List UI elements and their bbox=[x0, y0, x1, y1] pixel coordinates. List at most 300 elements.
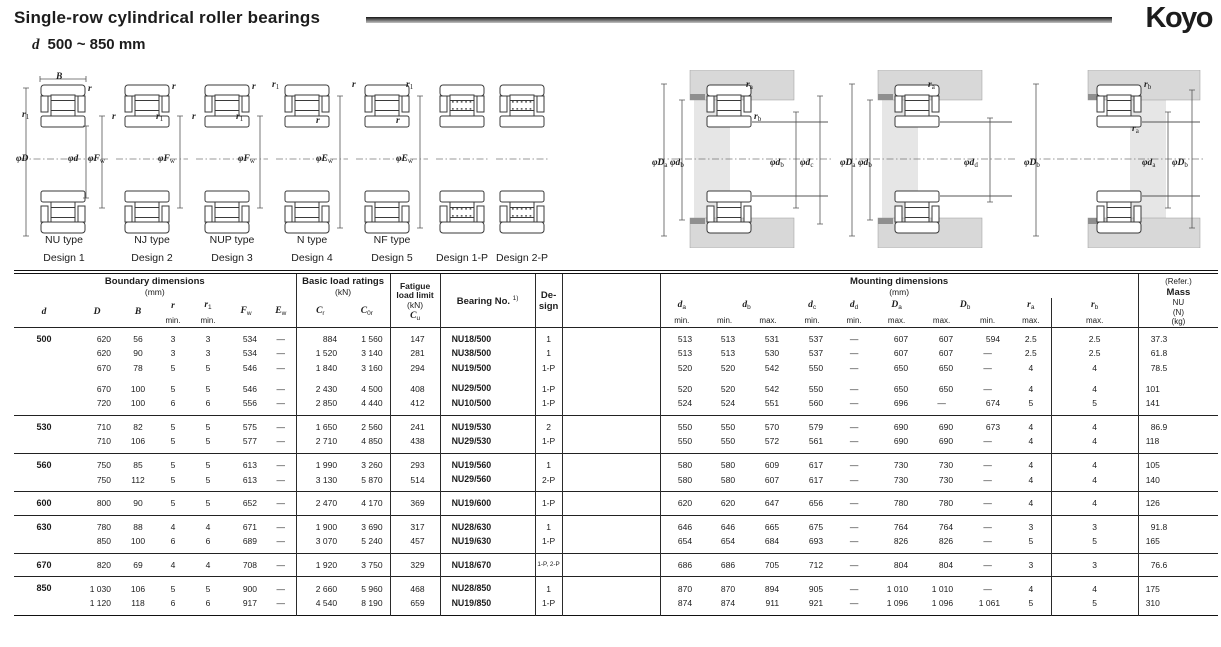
col-D: D bbox=[93, 306, 101, 317]
col-Ew: $E_w$ bbox=[275, 306, 287, 318]
cell: — bbox=[983, 363, 992, 373]
cell: — bbox=[849, 536, 859, 547]
cell: 6 bbox=[170, 536, 176, 547]
cell: 870 bbox=[703, 577, 746, 596]
cell: 894 bbox=[746, 577, 790, 596]
cell: 1 990 bbox=[296, 453, 344, 472]
cell: 3 070 bbox=[296, 534, 344, 553]
cell: 6 bbox=[205, 398, 211, 409]
cell: 5 bbox=[205, 363, 211, 373]
cell: 4 bbox=[1051, 434, 1138, 453]
cell: — bbox=[276, 398, 286, 409]
cell: 4 bbox=[1028, 474, 1034, 485]
cell: 620 bbox=[74, 327, 120, 346]
cell: 8 190 bbox=[361, 598, 383, 609]
cell: 650 bbox=[938, 383, 954, 394]
cell: 112 bbox=[131, 474, 145, 485]
cell: 537 bbox=[808, 348, 824, 359]
cell: 689 bbox=[242, 536, 257, 547]
cell: 4 bbox=[1011, 577, 1051, 596]
cell: 2 430 bbox=[296, 382, 344, 397]
cell: — bbox=[849, 474, 859, 485]
dimension-label: B bbox=[56, 72, 63, 82]
mounting-diagrams bbox=[654, 68, 1208, 268]
cell: — bbox=[834, 453, 874, 472]
bore-symbol: d bbox=[32, 37, 40, 53]
cell: 1 120 bbox=[89, 598, 111, 609]
cell-design: 1 bbox=[535, 515, 562, 534]
cell: 710 bbox=[74, 415, 120, 434]
cell: — bbox=[834, 327, 874, 346]
cell: 4 bbox=[156, 553, 190, 577]
cell: 140 bbox=[1138, 473, 1218, 492]
cell: 281 bbox=[390, 346, 440, 361]
table-row bbox=[14, 534, 1218, 553]
cell: 4 bbox=[1011, 415, 1051, 434]
cell-bearing-no: NU19/560 bbox=[440, 453, 535, 472]
dimension-label: $r_a$ bbox=[746, 80, 753, 91]
cell: 78.5 bbox=[1138, 361, 1218, 376]
cell: — bbox=[266, 415, 296, 434]
cell: 3 160 bbox=[361, 363, 383, 373]
cell: — bbox=[849, 598, 859, 609]
cell: 5 bbox=[156, 415, 190, 434]
cell-bore-d bbox=[14, 346, 74, 361]
bearing-cross-section-nu-type bbox=[18, 68, 110, 268]
cell: 826 bbox=[938, 536, 954, 547]
dimension-label: $\varphi D_b$ bbox=[1172, 158, 1188, 169]
cell: 1 900 bbox=[296, 515, 344, 534]
cell: 580 bbox=[660, 453, 703, 472]
cell: 6 bbox=[170, 598, 176, 609]
cell bbox=[562, 396, 660, 415]
cell: 4 bbox=[1028, 436, 1034, 447]
cell: 550 bbox=[808, 363, 824, 373]
col-B: B bbox=[134, 306, 142, 317]
cell-bearing-no: NU29/530 bbox=[440, 434, 535, 453]
type-label: NJ type bbox=[134, 234, 170, 246]
dimension-label: $\varphi d_a$ bbox=[1142, 158, 1156, 169]
table-row bbox=[14, 415, 1218, 434]
cell-design: 1-P bbox=[535, 361, 562, 376]
cell: 708 bbox=[226, 553, 266, 577]
cell: 513 bbox=[660, 346, 703, 361]
cell: — bbox=[964, 577, 1011, 596]
cell: 780 bbox=[874, 492, 919, 516]
bearing-cross-section-nj-type bbox=[114, 68, 190, 268]
cell: — bbox=[849, 398, 859, 409]
cell: 705 bbox=[746, 553, 790, 577]
cell: 820 bbox=[74, 553, 120, 577]
cell: 3 bbox=[205, 348, 211, 359]
cell: 560 bbox=[808, 398, 824, 409]
table-row bbox=[14, 492, 1218, 516]
cell: 118 bbox=[131, 598, 145, 609]
cell: 3 bbox=[1051, 515, 1138, 534]
mounting-diagram-1 bbox=[654, 68, 836, 268]
dimension-label: $r_a$ bbox=[1132, 124, 1139, 135]
cell: 617 bbox=[808, 474, 824, 485]
cell: 3 690 bbox=[344, 515, 390, 534]
cell: 561 bbox=[808, 436, 824, 447]
cell: 520 bbox=[660, 361, 703, 376]
cell: 6 bbox=[205, 536, 211, 547]
cell: 5 bbox=[1028, 598, 1034, 609]
cell: 5 960 bbox=[344, 577, 390, 596]
dimension-label: $\varphi E_w$ bbox=[396, 154, 413, 165]
cell: 101 bbox=[1138, 382, 1218, 397]
cell: 911 bbox=[765, 598, 780, 609]
cell: 804 bbox=[874, 553, 919, 577]
cell: 550 bbox=[720, 436, 736, 447]
cell: 580 bbox=[720, 474, 736, 485]
cell: 5 bbox=[1028, 398, 1034, 409]
cell: 659 bbox=[390, 596, 440, 615]
cell bbox=[562, 361, 660, 376]
cell-design: 1-P bbox=[535, 396, 562, 415]
cell-design: 1-P bbox=[535, 434, 562, 453]
cell: 542 bbox=[764, 363, 780, 373]
cell: 534 bbox=[226, 327, 266, 346]
cell: — bbox=[937, 398, 946, 409]
cell: 1 520 bbox=[296, 346, 344, 361]
cell: 613 bbox=[226, 453, 266, 472]
cell: 3 bbox=[1011, 553, 1051, 577]
col-rb: $r_b$ bbox=[1051, 298, 1138, 315]
koyo-logo: Koyo bbox=[1145, 2, 1212, 34]
cell: 2 710 bbox=[296, 434, 344, 453]
cell bbox=[562, 434, 660, 453]
cell: 126 bbox=[1138, 492, 1218, 516]
bearing-cross-section-design-2-p bbox=[494, 68, 550, 268]
col-r: r bbox=[171, 300, 175, 311]
cell bbox=[562, 492, 660, 516]
cell: — bbox=[266, 492, 296, 516]
cell: 580 bbox=[660, 473, 703, 492]
cell: 90 bbox=[133, 348, 143, 359]
cell: — bbox=[849, 363, 859, 373]
cell: 2 850 bbox=[296, 396, 344, 415]
table-row bbox=[14, 382, 1218, 397]
table-row bbox=[14, 346, 1218, 361]
cell: — bbox=[834, 577, 874, 596]
dimension-label: $r_1$ bbox=[272, 80, 280, 91]
cell-bore-d bbox=[14, 473, 74, 492]
cell: 5 bbox=[190, 577, 226, 596]
header-fatigue-load-limit: Fatigue load limit (kN) $C_u$ bbox=[390, 274, 440, 327]
cell: 514 bbox=[390, 473, 440, 492]
cell: 690 bbox=[874, 415, 919, 434]
cell: — bbox=[964, 453, 1011, 472]
cell: 3 750 bbox=[344, 553, 390, 577]
table-row bbox=[14, 453, 1218, 472]
cell: 684 bbox=[764, 536, 780, 547]
cell-bearing-no: NU18/670 bbox=[440, 553, 535, 577]
cell-bearing-no: NU28/850 bbox=[440, 577, 535, 596]
cell-design: 2 bbox=[535, 415, 562, 434]
cell: 780 bbox=[919, 492, 964, 516]
cell: 690 bbox=[938, 436, 954, 447]
dimension-label: $r_b$ bbox=[754, 112, 762, 123]
cell-bearing-no: NU19/500 bbox=[440, 361, 535, 376]
cell: 4 bbox=[1028, 363, 1034, 373]
dimension-label: $\varphi d_b$ bbox=[858, 158, 872, 169]
col-r1: $r_1$ bbox=[204, 300, 212, 312]
cell: 1 560 bbox=[344, 327, 390, 346]
cell: — bbox=[276, 363, 286, 373]
cell: 69 bbox=[120, 553, 156, 577]
cell: 4 850 bbox=[361, 436, 383, 447]
cell: 550 bbox=[660, 434, 703, 453]
cell-bearing-no: NU19/530 bbox=[440, 415, 535, 434]
cell-bore-d: 500 bbox=[14, 327, 74, 346]
cell: 2.5 bbox=[1024, 348, 1037, 359]
cell: 546 bbox=[242, 363, 257, 373]
cell: — bbox=[276, 436, 286, 447]
cell: 369 bbox=[390, 492, 440, 516]
cell: 4 bbox=[1051, 415, 1138, 434]
cell: 607 bbox=[919, 327, 964, 346]
cell: 37.3 bbox=[1138, 327, 1218, 346]
cell: 921 bbox=[808, 598, 824, 609]
header-design: De- sign bbox=[535, 274, 562, 327]
cell: 1 061 bbox=[978, 598, 1001, 609]
design-label: Design 2 bbox=[131, 252, 173, 264]
cell: 665 bbox=[746, 515, 790, 534]
design-label: Design 4 bbox=[291, 252, 333, 264]
bore-range-subtitle bbox=[32, 36, 146, 54]
dimension-label: $\varphi F_w$ bbox=[238, 154, 255, 165]
cell-design: 1-P, 2-P bbox=[535, 553, 562, 577]
cell: 5 240 bbox=[361, 536, 383, 547]
mounting-diagram-3 bbox=[1026, 68, 1208, 268]
cell: 4 bbox=[1011, 453, 1051, 472]
type-label: NUP type bbox=[209, 234, 255, 246]
dimension-label: r bbox=[316, 116, 320, 126]
cell: 147 bbox=[390, 327, 440, 346]
cell: — bbox=[849, 348, 859, 359]
table-row bbox=[14, 577, 1218, 596]
cell: 2.5 bbox=[1051, 346, 1138, 361]
cell: 780 bbox=[74, 515, 120, 534]
cell: 90 bbox=[120, 492, 156, 516]
cell: 438 bbox=[390, 434, 440, 453]
cell: 654 bbox=[720, 536, 736, 547]
cell: 524 bbox=[720, 398, 736, 409]
cell: 5 bbox=[205, 474, 211, 485]
cell: — bbox=[964, 553, 1011, 577]
cell: 4 540 bbox=[296, 596, 344, 615]
cell: 5 bbox=[170, 474, 176, 485]
cell: 408 bbox=[390, 382, 440, 397]
cell-bore-d bbox=[14, 534, 74, 553]
cell: 2.5 bbox=[1011, 327, 1051, 346]
cell: 106 bbox=[130, 436, 146, 447]
cell: 2 470 bbox=[296, 492, 344, 516]
cell: — bbox=[834, 553, 874, 577]
cell: 570 bbox=[746, 415, 790, 434]
bearing-type-diagrams bbox=[18, 68, 550, 268]
cell: 2.5 bbox=[1051, 327, 1138, 346]
cell: 2 660 bbox=[296, 577, 344, 596]
cell: 241 bbox=[390, 415, 440, 434]
cell: 720 bbox=[96, 398, 111, 409]
cell: 3 260 bbox=[344, 453, 390, 472]
cell-bore-d: 560 bbox=[14, 453, 74, 472]
table-row bbox=[14, 396, 1218, 415]
cell: 468 bbox=[390, 577, 440, 596]
cell: 690 bbox=[919, 415, 964, 434]
dimension-label: $r_1$ bbox=[406, 80, 414, 91]
dimension-label: $\varphi D_a$ bbox=[652, 158, 668, 169]
cell: 5 bbox=[190, 453, 226, 472]
cell: 6 bbox=[170, 398, 176, 409]
cell: 696 bbox=[893, 398, 909, 409]
cell-design: 1 bbox=[535, 327, 562, 346]
cell: 105 bbox=[1138, 453, 1218, 472]
dimension-label: $\varphi d_b$ bbox=[770, 158, 784, 169]
page-header bbox=[14, 2, 1212, 34]
cell: — bbox=[834, 515, 874, 534]
cell bbox=[562, 577, 660, 596]
cell-design: 1 bbox=[535, 577, 562, 596]
cell: 6 bbox=[205, 598, 211, 609]
cell-bearing-no: NU19/600 bbox=[440, 492, 535, 516]
cell: — bbox=[276, 536, 286, 547]
cell: 646 bbox=[703, 515, 746, 534]
cell: 730 bbox=[893, 474, 909, 485]
dimension-label: φD bbox=[16, 154, 29, 164]
cell: 575 bbox=[226, 415, 266, 434]
cell: — bbox=[834, 492, 874, 516]
cell: 870 bbox=[660, 577, 703, 596]
cell bbox=[562, 473, 660, 492]
header-boundary-dimensions: Boundary dimensions (mm) bbox=[104, 276, 205, 297]
cell: 56 bbox=[120, 327, 156, 346]
cell: 329 bbox=[390, 553, 440, 577]
cell: 712 bbox=[790, 553, 834, 577]
header-basic-load-ratings: Basic load ratings (kN) bbox=[296, 274, 390, 298]
cell: 534 bbox=[242, 348, 257, 359]
dimension-label: r bbox=[88, 84, 92, 94]
cell: — bbox=[266, 327, 296, 346]
cell: 650 bbox=[893, 383, 909, 394]
cell: 4 bbox=[190, 515, 226, 534]
cell-bore-d: 850 bbox=[14, 577, 74, 596]
cell: — bbox=[276, 474, 286, 485]
cell bbox=[562, 346, 660, 361]
cell-bore-d: 670 bbox=[14, 553, 74, 577]
cell: — bbox=[266, 577, 296, 596]
cell: 609 bbox=[746, 453, 790, 472]
table-row bbox=[14, 553, 1218, 577]
cell bbox=[562, 534, 660, 553]
cell: 656 bbox=[790, 492, 834, 516]
cell: 5 bbox=[170, 383, 176, 394]
cell: 4 bbox=[190, 553, 226, 577]
cell: — bbox=[983, 383, 992, 394]
cell-bearing-no: NU29/500 bbox=[440, 382, 535, 397]
header-mounting-dimensions: Mounting dimensions (mm) bbox=[850, 276, 949, 297]
cell: 670 bbox=[96, 363, 111, 373]
cell: 88 bbox=[120, 515, 156, 534]
cell bbox=[562, 415, 660, 434]
cell: 537 bbox=[790, 327, 834, 346]
cell: 671 bbox=[226, 515, 266, 534]
cell: 61.8 bbox=[1138, 346, 1218, 361]
cell: 800 bbox=[74, 492, 120, 516]
cell: 4 170 bbox=[344, 492, 390, 516]
cell: 3 bbox=[1011, 515, 1051, 534]
cell bbox=[562, 553, 660, 577]
cell: 652 bbox=[226, 492, 266, 516]
dimension-label: $\varphi D_b$ bbox=[1024, 158, 1040, 169]
cell: 607 bbox=[938, 348, 954, 359]
cell: 5 bbox=[205, 383, 211, 394]
cell: 3 140 bbox=[361, 348, 383, 359]
cell: 100 bbox=[130, 398, 146, 409]
cell: 686 bbox=[703, 553, 746, 577]
cell: 530 bbox=[764, 348, 780, 359]
cell: 1 920 bbox=[296, 553, 344, 577]
page-title: Single-row cylindrical roller bearings bbox=[14, 8, 321, 27]
cell: 850 bbox=[96, 536, 111, 547]
cell: 310 bbox=[1138, 596, 1218, 615]
cell-design: 1 bbox=[535, 346, 562, 361]
cell: 294 bbox=[390, 361, 440, 376]
cell: 513 bbox=[720, 348, 736, 359]
cell: 654 bbox=[660, 534, 703, 553]
cell: 5 bbox=[190, 492, 226, 516]
cell: 531 bbox=[746, 327, 790, 346]
cell: 4 bbox=[1028, 383, 1034, 394]
cell: 457 bbox=[390, 534, 440, 553]
dimension-label: r bbox=[172, 82, 176, 92]
cell-bearing-no: NU28/630 bbox=[440, 515, 535, 534]
cell: 524 bbox=[660, 396, 703, 415]
cell: 293 bbox=[390, 453, 440, 472]
table-row bbox=[14, 434, 1218, 453]
design-label: Design 3 bbox=[211, 252, 253, 264]
cell: 82 bbox=[120, 415, 156, 434]
cell bbox=[562, 327, 660, 346]
design-label: Design 1-P bbox=[436, 252, 488, 264]
cell: — bbox=[834, 415, 874, 434]
cell: 646 bbox=[660, 515, 703, 534]
table-header: Boundary dimensions (mm) Basic load ratings (kN) Fatigue load limit (kN) $C_u$ Bearing No. $^{1)}$ De- sign Mounting dimensions (mm) (Refer.) Mass NU (N) (kg) d D B r $r_1$ $F_w$ $E_w$ $C_r$ $C_{0r}$ $d_a$ $d_b$ $d_c$ $d_d$ $D_a$ $D_b$ $r_a$ $r_b$ min. min. min. min. max. min. min. max. max. min. max. max. bbox=[14, 274, 1218, 327]
cell: 650 bbox=[938, 363, 954, 373]
cell: 4 bbox=[1051, 382, 1138, 397]
cell-bearing-no: NU19/630 bbox=[440, 534, 535, 553]
cell: 5 870 bbox=[361, 474, 383, 485]
cell: 550 bbox=[703, 415, 746, 434]
cell: — bbox=[964, 492, 1011, 516]
cell: 5 bbox=[1028, 536, 1034, 547]
cell-bore-d bbox=[14, 434, 74, 453]
dimension-label: φd bbox=[68, 154, 79, 164]
cell: 617 bbox=[790, 453, 834, 472]
cell-bore-d: 530 bbox=[14, 415, 74, 434]
col-Cr: $C_r$ bbox=[296, 298, 344, 328]
cell: 100 bbox=[130, 536, 146, 547]
cell: 4 bbox=[1051, 453, 1138, 472]
cell: 542 bbox=[764, 383, 780, 394]
cell: 673 bbox=[964, 415, 1011, 434]
cell: 520 bbox=[720, 383, 736, 394]
cell: — bbox=[983, 474, 992, 485]
cell: 4 bbox=[1051, 473, 1138, 492]
cell: — bbox=[849, 383, 859, 394]
